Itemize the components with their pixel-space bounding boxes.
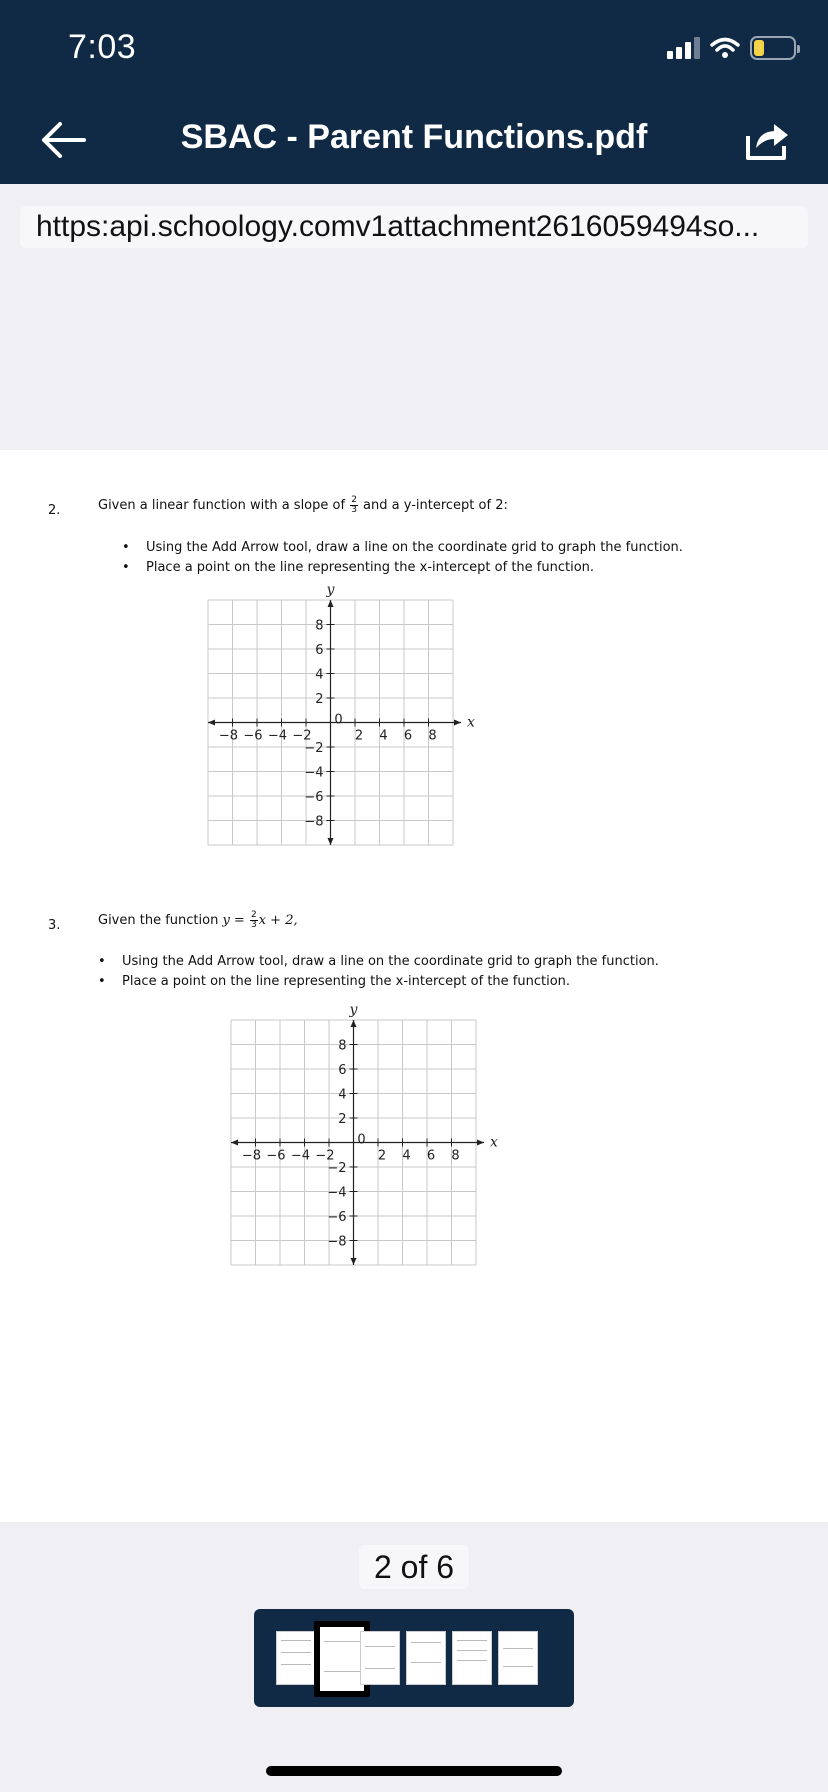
fraction: $\frac{2}{3}$ [351, 495, 357, 515]
x-tick-label: −4 [290, 1148, 311, 1164]
x-tick-label: −2 [315, 1148, 335, 1164]
y-tick-label: 2 [338, 1112, 347, 1127]
x-axis-label: x [490, 1134, 498, 1151]
url-bar[interactable]: https:api.schoology.comv1attachment2616059494so... [20, 206, 808, 248]
y-tick-label: −2 [327, 1161, 347, 1176]
x-tick-label: 6 [403, 728, 413, 744]
page-thumbnail[interactable] [498, 1631, 538, 1685]
y-tick-label: 2 [315, 692, 324, 707]
x-axis-arrow [208, 720, 215, 726]
x-tick-label: 2 [354, 728, 364, 744]
q3-bullet-2: • Place a point on the line representing the x-intercept of the function. [122, 974, 570, 989]
cellular-signal-icon [667, 37, 700, 59]
share-icon[interactable] [740, 114, 792, 166]
x-tick-label: 8 [428, 728, 437, 744]
x-axis-arrow [454, 720, 461, 726]
x-tick-label: −8 [241, 1148, 262, 1164]
question-number: 3. [48, 918, 61, 933]
x-tick-label: 8 [451, 1148, 460, 1164]
y-tick-label: −2 [304, 741, 324, 756]
fraction: $\frac{2}{3}$ [250, 910, 257, 930]
battery-icon [750, 36, 796, 60]
status-time: 7:03 [68, 28, 137, 66]
x-tick-label: 6 [426, 1148, 436, 1164]
y-tick-label: −8 [327, 1234, 347, 1250]
coordinate-grid[interactable] [200, 580, 475, 852]
x-tick-label: −2 [292, 728, 312, 744]
page-indicator: 2 of 6 [359, 1545, 469, 1589]
x-tick-label: −8 [218, 728, 239, 744]
y-tick-label: −6 [304, 790, 324, 805]
top-bar [0, 0, 828, 184]
y-tick-label: 4 [315, 667, 324, 683]
y-axis-arrow [351, 1020, 357, 1027]
y-tick-label: −4 [327, 1185, 347, 1201]
page-thumbnail[interactable] [452, 1631, 492, 1685]
x-tick-label: −4 [267, 728, 288, 744]
x-tick-label: −6 [266, 1148, 286, 1164]
y-tick-label: −8 [304, 814, 324, 830]
q2-bullet-2: • Place a point on the line representing the x-intercept of the function. [146, 560, 594, 575]
page-thumbnail[interactable] [276, 1631, 316, 1685]
x-axis-arrow [231, 1140, 238, 1146]
y-tick-label: 8 [338, 1038, 347, 1054]
page-thumbnail-strip [254, 1609, 574, 1707]
x-tick-label: 0 [334, 712, 343, 728]
coordinate-grid[interactable] [223, 1000, 498, 1272]
question-number: 2. [48, 503, 61, 518]
y-axis-arrow [351, 1258, 357, 1265]
wifi-icon [710, 37, 740, 59]
page-title: SBAC - Parent Functions.pdf [180, 118, 648, 156]
nav-bar [0, 100, 828, 180]
y-tick-label: 6 [338, 1063, 347, 1078]
x-tick-label: 4 [379, 728, 388, 744]
question-2-text: Given a linear function with a slope of $\frac{2}{3}$ and a y-intercept of 2: [98, 495, 508, 515]
x-tick-label: −6 [243, 728, 263, 744]
y-tick-label: 6 [315, 643, 324, 658]
page-thumbnail[interactable] [406, 1631, 446, 1685]
y-axis-arrow [328, 838, 334, 845]
question-3-text: Given the function y = $\frac{2}{3}$ x + 2, [98, 910, 298, 930]
x-tick-label: 4 [402, 1148, 411, 1164]
status-icons [667, 36, 796, 60]
y-tick-label: −6 [327, 1210, 347, 1225]
x-tick-label: 0 [357, 1132, 366, 1148]
x-axis-label: x [467, 714, 475, 731]
y-axis-label: y [326, 582, 335, 598]
q2-bullet-1: • Using the Add Arrow tool, draw a line on the coordinate grid to graph the function. [146, 540, 683, 555]
x-tick-label: 2 [377, 1148, 387, 1164]
y-tick-label: 8 [315, 618, 324, 634]
y-tick-label: 4 [338, 1087, 347, 1103]
y-axis-label: y [349, 1002, 358, 1018]
page-thumbnail[interactable] [360, 1631, 400, 1685]
q3-bullet-1: • Using the Add Arrow tool, draw a line on the coordinate grid to graph the function. [122, 954, 659, 969]
y-axis-arrow [328, 600, 334, 607]
pdf-page [0, 450, 828, 1522]
home-indicator[interactable] [266, 1766, 562, 1776]
y-tick-label: −4 [304, 765, 324, 781]
x-axis-arrow [477, 1140, 484, 1146]
